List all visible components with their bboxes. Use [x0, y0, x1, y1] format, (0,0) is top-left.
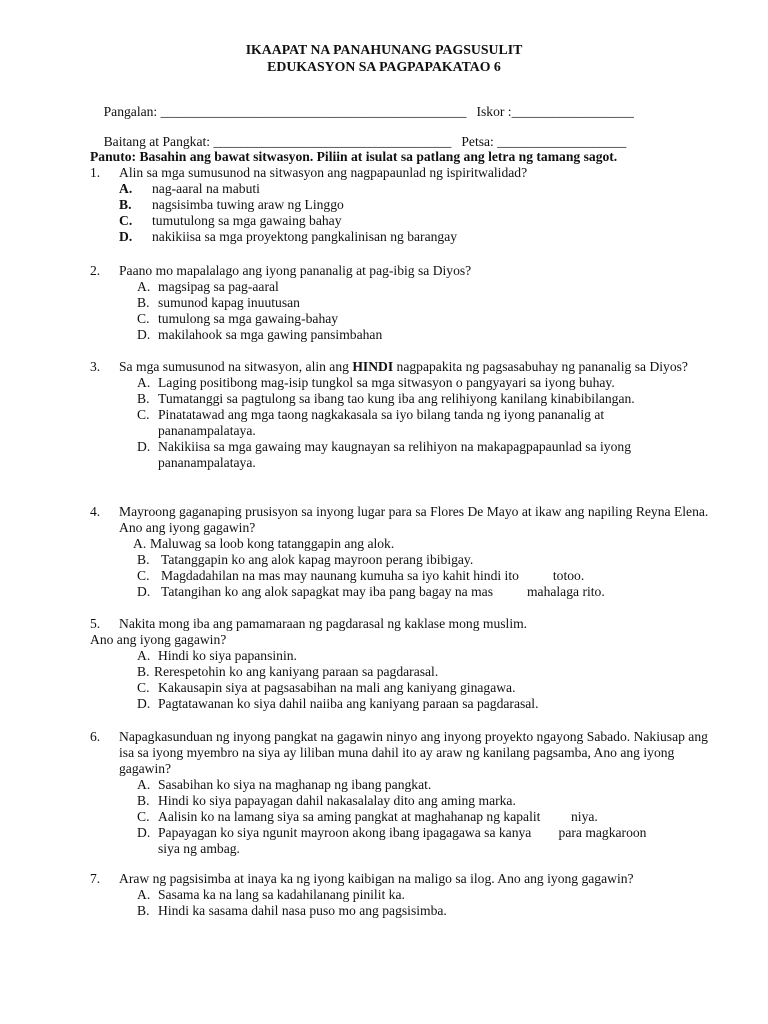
question-text-emphasis: HINDI	[352, 359, 394, 374]
question-6	[90, 729, 710, 857]
option-a[interactable]: A. Hindi ko siya papansinin.	[137, 648, 297, 663]
option-c[interactable]: C. Magdadahilan na mas may naunang kumuha sa iyo kahit hindi ito totoo.	[137, 568, 585, 583]
option-a[interactable]: A. magsipag sa pag-aaral	[137, 279, 279, 294]
question-text-line2: Ano ang iyong gagawin?	[90, 632, 227, 647]
question-stem	[90, 165, 710, 181]
option-b[interactable]: B. Tatanggapin ko ang alok kapag mayroon perang ibibigay.	[137, 552, 474, 567]
question-4	[90, 504, 710, 600]
option-c[interactable]: C. tumutulong sa mga gawaing bahay	[119, 213, 342, 228]
question-number: 5.	[90, 616, 101, 631]
question-2	[90, 263, 710, 343]
question-stem	[90, 729, 719, 777]
question-stem	[90, 616, 710, 632]
instructions: Panuto: Basahin ang bawat sitwasyon. Piliin at isulat sa patlang ang letra ng tamang sagot.	[90, 149, 618, 164]
question-1	[90, 165, 710, 245]
question-number: 4.	[90, 504, 101, 519]
name-field[interactable]: Pangalan: _____________________________________________	[103, 104, 467, 119]
question-7	[90, 871, 710, 919]
question-stem	[90, 263, 710, 279]
question-number: 7.	[90, 871, 101, 886]
score-field[interactable]: Iskor :__________________	[476, 104, 634, 119]
option-b[interactable]: B. sumunod kapag inuutusan	[137, 295, 300, 310]
date-field[interactable]: Petsa: ___________________	[461, 134, 627, 149]
question-text: Paano mo mapalalago ang iyong pananalig at pag-ibig sa Diyos?	[119, 263, 472, 278]
subject-title: EDUKASYON SA PAGPAPAKATAO 6	[267, 59, 501, 74]
option-d[interactable]: D. Tatangihan ko ang alok sapagkat may iba pang bagay na mas mahalaga rito.	[137, 584, 605, 599]
option-a[interactable]: A. nag-aaral na mabuti	[119, 181, 260, 196]
option-d[interactable]: D. Papayagan ko siya ngunit mayroon akong ibang ipagagawa sa kanya para magkaroon siya ng ambag.	[137, 825, 650, 856]
option-b[interactable]: B. Rerespetohin ko ang kaniyang paraan sa pagdarasal.	[137, 664, 439, 679]
question-number: 6.	[90, 729, 101, 744]
question-number: 3.	[90, 359, 101, 374]
exam-title: IKAAPAT NA PANAHUNANG PAGSUSULIT	[245, 42, 523, 57]
option-a[interactable]: A. Sasabihan ko siya na maghanap ng ibang pangkat.	[137, 777, 432, 792]
question-text: Mayroong gaganaping prusisyon sa inyong lugar para sa Flores De Mayo at ikaw ang napiling Reyna Elena. Ano ang iyong gagawin?	[119, 504, 709, 535]
option-c[interactable]: C. Pinatatawad ang mga taong nagkakasala sa iyo bilang tanda ng iyong pananalig at pananampalataya.	[137, 407, 605, 438]
option-a[interactable]: A. Sasama ka na lang sa kadahilanang pinilit ka.	[137, 887, 405, 902]
question-number: 2.	[90, 263, 101, 278]
question-text-pre: Sa mga sumusunod na sitwasyon, alin ang	[119, 359, 353, 374]
option-c[interactable]: C. Kakausapin siya at pagsasabihan na mali ang kaniyang ginagawa.	[137, 680, 516, 695]
grade-section-field[interactable]: Baitang at Pangkat: ___________________________________	[103, 134, 452, 149]
option-d[interactable]: D. nakikiisa sa mga proyektong pangkalinisan ng barangay	[119, 229, 458, 244]
option-d[interactable]: D. Nakikiisa sa mga gawaing may kaugnayan sa relihiyon na makapagpapaunlad sa iyong pananampalataya.	[137, 439, 631, 470]
option-b[interactable]: B. Hindi ko siya papayagan dahil nakasalalay dito ang aming marka.	[137, 793, 516, 808]
option-a[interactable]: A. Laging positibong mag-isip tungkol sa mga sitwasyon o pangyayari sa iyong buhay.	[137, 375, 615, 390]
option-d[interactable]: D. makilahook sa mga gawing pansimbahan	[137, 327, 383, 342]
option-b[interactable]: B. Hindi ka sasama dahil nasa puso mo ang pagsisimba.	[137, 903, 447, 918]
option-c[interactable]: C. Aalisin ko na lamang siya sa aming pangkat at maghahanap ng kapalit niya.	[137, 809, 598, 824]
question-text-post: nagpapakita ng pagsasabuhay ng pananalig sa Diyos?	[393, 359, 688, 374]
option-c[interactable]: C. tumulong sa mga gawaing-bahay	[137, 311, 339, 326]
question-5	[90, 616, 710, 712]
option-b[interactable]: B. Tumatanggi sa pagtulong sa ibang tao kung iba ang relihiyong kanilang kinabibilangan.	[137, 391, 635, 406]
option-a[interactable]: A. Maluwag sa loob kong tatanggapin ang alok.	[133, 536, 395, 551]
question-number: 1.	[90, 165, 101, 180]
question-text: Araw ng pagsisimba at inaya ka ng iyong kaibigan na maligo sa ilog. Ano ang iyong gagawin?	[119, 871, 634, 886]
option-d[interactable]: D. Pagtatawanan ko siya dahil naiiba ang kaniyang paraan sa pagdarasal.	[137, 696, 539, 711]
question-text: Nakita mong iba ang pamamaraan ng pagdarasal ng kaklase mong muslim.	[119, 616, 528, 631]
question-text: Alin sa mga sumusunod na sitwasyon ang nagpapaunlad ng ispiritwalidad?	[119, 165, 528, 180]
option-b[interactable]: B. nagsisimba tuwing araw ng Linggo	[119, 197, 344, 212]
question-3	[90, 359, 710, 471]
question-stem	[90, 359, 711, 375]
question-text: Napagkasunduan ng inyong pangkat na gagawin ninyo ang inyong proyekto ngayong Sabado. Nakiusap ang isa sa iyong myembro na siya ay liliban muna dahil ito ay araw ng kanilang pagsamba, Ano ang iyong gagawin?	[119, 729, 708, 776]
question-stem	[90, 871, 679, 887]
question-stem	[90, 504, 719, 536]
